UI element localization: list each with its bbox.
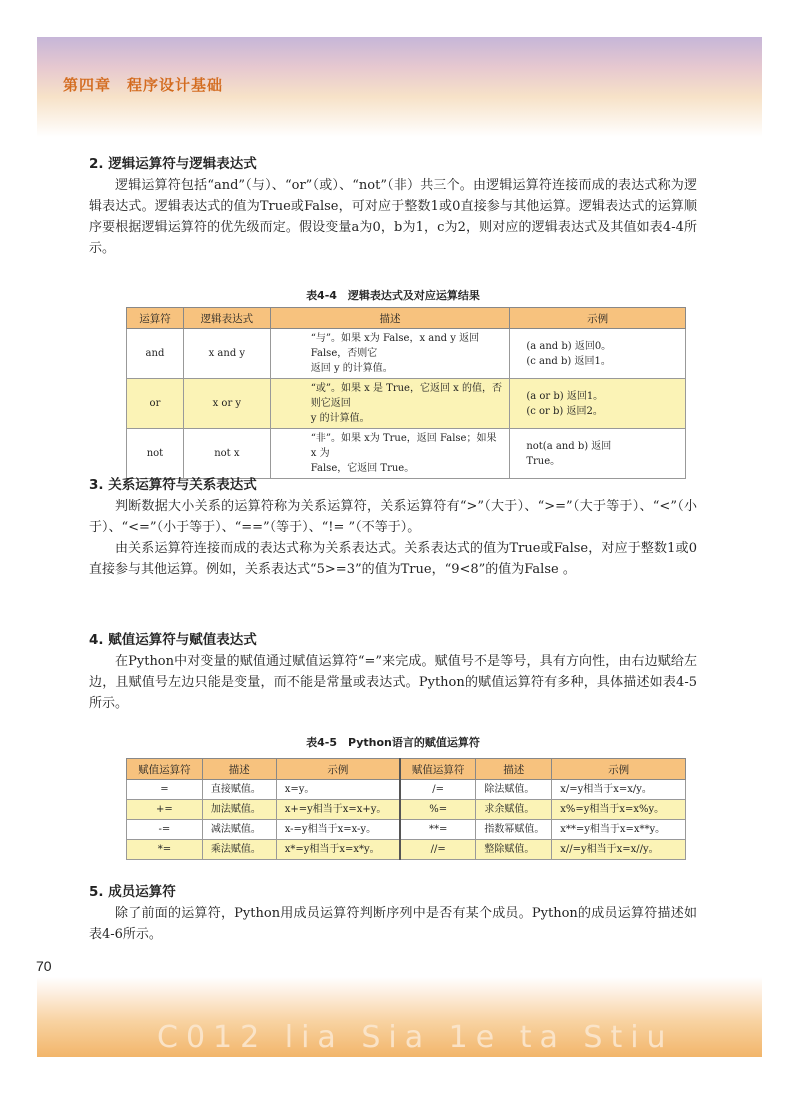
section-heading: 4. 赋值运算符与赋值表达式	[89, 632, 257, 648]
table-4-4	[126, 307, 686, 479]
section-logic	[89, 154, 697, 259]
column-header: 逻辑表达式	[183, 308, 270, 329]
table-cell	[510, 429, 686, 479]
table-cell: 求余赋值。	[476, 800, 552, 820]
page-footer-band	[37, 977, 762, 1057]
paragraph: 判断数据大小关系的运算符称为关系运算符，关系运算符有“>”（大于）、“>=”（大于等于）、“<”（小于）、“<=”（小于等于）、“==”（等于）、“!= ”（不等于）。	[89, 499, 697, 535]
section-heading: 5. 成员运算符	[89, 884, 176, 900]
table-cell	[270, 429, 510, 479]
table-cell: x=y。	[276, 780, 400, 800]
paragraph: 由关系运算符连接而成的表达式称为关系表达式。关系表达式的值为True或False，对应于整数1或0直接参与其他运算。例如，关系表达式“5>=3”的值为True，“9<8”的值为False 。	[89, 541, 697, 577]
table-cell: 整除赋值。	[476, 840, 552, 860]
cell-line: (a and b) 返回0。	[526, 340, 612, 352]
table-cell: not x	[183, 429, 270, 479]
cell-line: “或”。如果 x 是 True，它返回 x 的值，否则它返回	[310, 383, 502, 409]
table-cell: x or y	[183, 379, 270, 429]
cell-line: 返回 y 的计算值。	[310, 363, 393, 374]
table-cell: x**=y相当于x=x**y。	[552, 820, 686, 840]
table-row	[127, 840, 686, 860]
cell-line: not(a and b) 返回	[526, 440, 612, 452]
column-header: 描述	[202, 759, 276, 780]
table-cell	[270, 329, 510, 379]
cell-line: True。	[526, 455, 561, 467]
paragraph: 除了前面的运算符，Python用成员运算符判断序列中是否有某个成员。Python的成员运算符描述如表4-6所示。	[89, 906, 697, 942]
table-cell	[510, 329, 686, 379]
table-cell: +=	[127, 800, 203, 820]
cell-line: (a or b) 返回1。	[526, 390, 604, 402]
column-header: 描述	[476, 759, 552, 780]
table-cell: and	[127, 329, 184, 379]
table-row	[127, 820, 686, 840]
table-cell: 除法赋值。	[476, 780, 552, 800]
table-cell: or	[127, 379, 184, 429]
table-4-5	[126, 758, 686, 860]
table-cell: -=	[127, 820, 203, 840]
page-number: 70	[36, 958, 52, 974]
table-cell: 指数幂赋值。	[476, 820, 552, 840]
table-cell: x/=y相当于x=x/y。	[552, 780, 686, 800]
table-cell: x*=y相当于x=x*y。	[276, 840, 400, 860]
table-cell: *=	[127, 840, 203, 860]
cell-line: “非”。如果 x为 True，返回 False；如果 x 为	[310, 433, 497, 459]
table-cell: 减法赋值。	[202, 820, 276, 840]
section-membership	[89, 882, 697, 945]
table-cell: x%=y相当于x=x%y。	[552, 800, 686, 820]
table-cell: x//=y相当于x=x//y。	[552, 840, 686, 860]
table-row	[127, 379, 686, 429]
cell-line: (c or b) 返回2。	[526, 405, 603, 417]
table-cell: x and y	[183, 329, 270, 379]
table-cell: **=	[400, 820, 476, 840]
section-heading: 3. 关系运算符与关系表达式	[89, 477, 257, 493]
table-caption: 表4-4 逻辑表达式及对应运算结果	[306, 289, 480, 302]
page-header-band	[37, 37, 762, 137]
column-header: 赋值运算符	[400, 759, 476, 780]
table-cell: /=	[400, 780, 476, 800]
column-header: 描述	[270, 308, 510, 329]
chapter-title: 第四章 程序设计基础	[63, 76, 224, 94]
cell-line: y 的计算值。	[310, 413, 370, 424]
table-cell: 加法赋值。	[202, 800, 276, 820]
section-heading: 2. 逻辑运算符与逻辑表达式	[89, 156, 257, 172]
column-header: 示例	[552, 759, 686, 780]
table-cell: %=	[400, 800, 476, 820]
table-cell: 直接赋值。	[202, 780, 276, 800]
table-caption: 表4-5 Python语言的赋值运算符	[306, 736, 480, 749]
table-cell: not	[127, 429, 184, 479]
column-header: 赋值运算符	[127, 759, 203, 780]
table-row	[127, 429, 686, 479]
table-cell: 乘法赋值。	[202, 840, 276, 860]
section-assignment	[89, 630, 697, 714]
table-row	[127, 780, 686, 800]
cell-line: False，它返回 True。	[310, 463, 415, 474]
paragraph: 在Python中对变量的赋值通过赋值运算符“=”来完成。赋值号不是等号，具有方向性，由右边赋给左边，且赋值号左边只能是变量，而不能是常量或表达式。Python的赋值运算符有多种，具体描述如表4-5所示。	[89, 654, 697, 711]
column-header: 示例	[510, 308, 686, 329]
cell-line: “与”。如果 x为 False，x and y 返回 False，否则它	[310, 333, 480, 359]
column-header: 示例	[276, 759, 400, 780]
table-cell: =	[127, 780, 203, 800]
table-row	[127, 800, 686, 820]
table-cell	[510, 379, 686, 429]
footer-decoration: C012 lia Sia 1e ta Stiu	[157, 1020, 674, 1055]
table-row	[127, 329, 686, 379]
table-cell	[270, 379, 510, 429]
table-cell: //=	[400, 840, 476, 860]
column-header: 运算符	[127, 308, 184, 329]
table-cell: x+=y相当于x=x+y。	[276, 800, 400, 820]
table-cell: x-=y相当于x=x-y。	[276, 820, 400, 840]
cell-line: (c and b) 返回1。	[526, 355, 611, 367]
paragraph: 逻辑运算符包括“and”（与）、“or”（或）、“not”（非）共三个。由逻辑运算符连接而成的表达式称为逻辑表达式。逻辑表达式的值为True或False，可对应于整数1或0直接参与其他运算。逻辑表达式的运算顺序要根据逻辑运算符的优先级而定。假设变量a为0，b为1，c为2，则对应的逻辑表达式及其值如表4-4所示。	[89, 178, 697, 256]
section-relational	[89, 475, 697, 580]
